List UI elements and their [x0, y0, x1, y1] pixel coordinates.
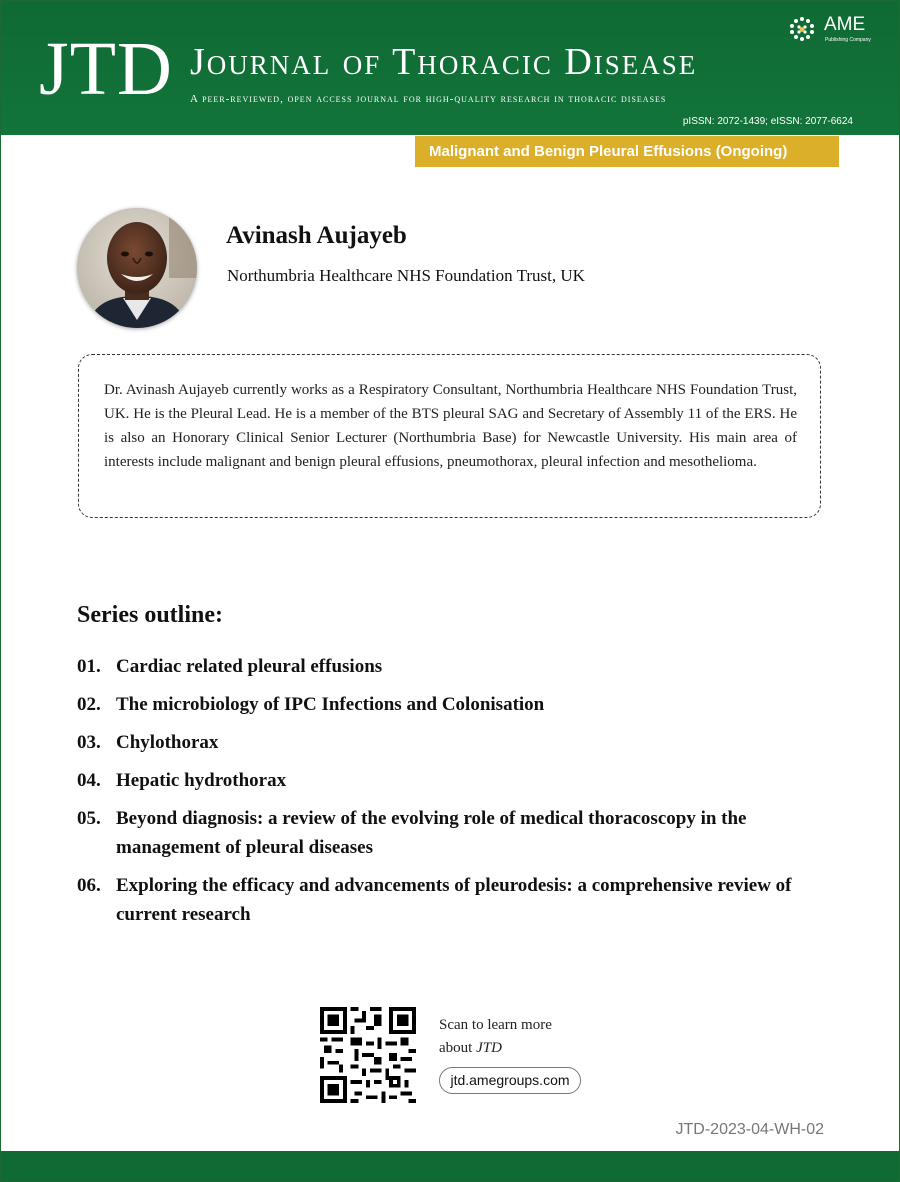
- outline-item: [77, 804, 837, 862]
- series-banner: [415, 136, 839, 167]
- scan-prompt: [439, 1014, 552, 1060]
- outline-item-title: Exploring the efficacy and advancements of pleurodesis: a comprehensive review of current research: [116, 875, 792, 925]
- series-banner-label: Malignant and Benign Pleural Effusions (Ongoing): [429, 143, 788, 160]
- author-bio: Dr. Avinash Aujayeb currently works as a Respiratory Consultant, Northumbria Healthcare NHS Foundation Trust, UK. He is the Pleural Lead. He is a member of the BTS pleural SAG and Secretary of Assembly 11 of the ERS. He is also an Honorary Clinical Senior Lecturer (Northumbria Base) for Newcastle University. His main area of interests include malignant and benign pleural effusions, pneumothorax, pleural infection and mesothelioma.: [104, 382, 797, 470]
- outline-item-number: 03.: [77, 732, 101, 753]
- outline-item-title: Chylothorax: [116, 732, 219, 753]
- author-photo: [77, 208, 197, 328]
- series-outline-list: [77, 652, 837, 938]
- outline-item-number: 05.: [77, 808, 101, 829]
- outline-item-number: 01.: [77, 656, 101, 677]
- qr-code-icon[interactable]: [320, 1007, 416, 1103]
- journal-url-link[interactable]: jtd.amegroups.com: [439, 1067, 581, 1094]
- ame-logo-text: AME: [824, 14, 866, 35]
- outline-item-title: The microbiology of IPC Infections and Colonisation: [116, 694, 545, 715]
- scan-line-2: about JTD: [439, 1040, 502, 1056]
- issn-text: pISSN: 2072-1439; eISSN: 2077-6624: [682, 116, 853, 127]
- jtd-emphasis: JTD: [476, 1040, 502, 1056]
- document-code: JTD-2023-04-WH-02: [675, 1121, 824, 1138]
- author-portrait-image: [77, 208, 197, 328]
- journal-header: [1, 1, 899, 135]
- series-outline-title: Series outline:: [77, 602, 223, 628]
- outline-item: [77, 728, 837, 757]
- outline-item-title: Hepatic hydrothorax: [116, 770, 287, 791]
- outline-item-title: Beyond diagnosis: a review of the evolving role of medical thoracoscopy in the management of pleural diseases: [116, 808, 747, 858]
- scan-line-1: Scan to learn more: [439, 1017, 552, 1033]
- journal-name: Journal of Thoracic Disease: [190, 41, 698, 83]
- footer-bar: [1, 1151, 899, 1181]
- outline-item: [77, 652, 837, 681]
- jtd-logo: JTD: [39, 27, 173, 111]
- journal-tagline: A peer-reviewed, open access journal for high-quality research in thoracic diseases: [190, 93, 667, 105]
- outline-item-number: 04.: [77, 770, 101, 791]
- author-name: Avinash Aujayeb: [226, 222, 407, 249]
- outline-item-title: Cardiac related pleural effusions: [116, 656, 383, 677]
- outline-item: [77, 871, 837, 929]
- ame-logo-subtext: Publishing Company: [825, 37, 871, 43]
- outline-item: [77, 766, 837, 795]
- author-affiliation: Northumbria Healthcare NHS Foundation Trust, UK: [227, 266, 585, 285]
- outline-item-number: 02.: [77, 694, 101, 715]
- outline-item-number: 06.: [77, 875, 101, 896]
- outline-item: [77, 690, 837, 719]
